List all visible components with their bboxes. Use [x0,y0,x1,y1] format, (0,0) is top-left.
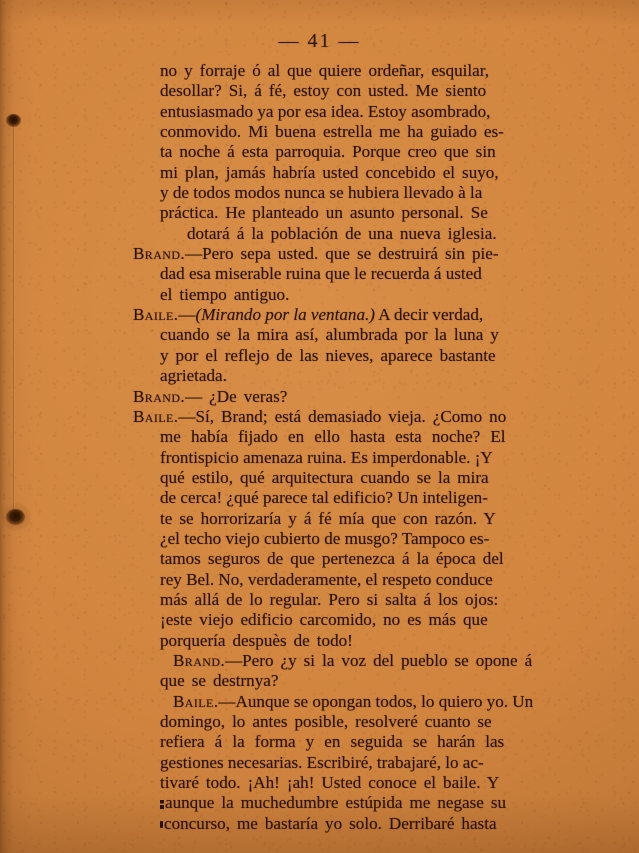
line-text: Aunque se opongan todos, lo quiero yo. Un [235,691,534,711]
line-text: ¡este viejo edificio carcomido, no es más que [160,610,488,630]
line-text: me había fijado en ello hasta esta noche? El [160,427,506,447]
line-text: más allá de lo regular. Pero si salta á los ojos: [160,589,499,609]
line-text: tivaré todo. ¡Ah! ¡ah! Usted conoce el baile. Y [160,773,500,793]
line-text: Pero ¿y si la voz del pueblo se opone á [242,650,533,670]
binding-stitching [0,0,40,853]
line-text-continued: muchedumbre estúpida me negase su [240,793,507,813]
speaker-name: Baile. [133,406,179,426]
dialogue-line [133,793,533,813]
ink-smudge-mark [160,800,164,809]
line-text: A decir verdad, [374,305,484,325]
line-text: domingo, lo antes posible, resolveré cuanto se [160,712,492,731]
dialogue-line [133,366,533,386]
line-text: el tiempo antiguo. [160,284,290,304]
speaker-dash: — [178,305,196,325]
speaker-dash: — [178,406,196,426]
line-text: y de todos modos nunca se hubiera llevado à la [160,183,483,203]
line-text: que se destrnya? [160,671,279,691]
dialogue-line [133,488,533,508]
dialogue-line [133,346,533,366]
line-text: mi plan, jamás habría usted concebido el suyo, [160,162,499,182]
dialogue-line [133,712,533,732]
line-text: y por el reflejo de las nieves, aparece bastante [160,345,496,365]
dialogue-line-speaker [133,387,533,407]
dialogue-line [133,427,533,447]
body-text-block [133,61,533,834]
dialogue-line [133,468,533,488]
dialogue-line [133,671,533,691]
line-text: te se horrorizaría y á fé mía que con razón. Y [160,508,496,528]
dialogue-line [133,142,533,162]
speaker-name: Brand. [133,386,186,406]
dialogue-line [133,203,533,223]
dialogue-line [133,448,533,468]
stitch-hole-bottom [6,509,25,525]
dialogue-line [133,122,533,142]
stitch-hole-top [6,114,21,127]
line-text: rey Bel. No, verdaderamente, el respeto conduce [160,569,493,589]
line-text: Pero sepa usted. que se destruirá sin pie- [202,244,499,264]
dialogue-line [133,224,533,244]
dialogue-line [133,163,533,183]
dialogue-line [133,590,533,610]
line-text: agrietada. [160,366,227,386]
dialogue-line [133,732,533,752]
line-text: ¿el techo viejo cubierto de musgo? Tampoco es- [160,528,490,548]
line-text: ta noche á esta parroquia. Porque creo que sin [160,142,496,162]
dialogue-line [133,509,533,529]
line-text: aunque la [165,793,241,813]
dialogue-line [133,610,533,630]
dialogue-line-speaker [133,407,533,427]
line-text: ¿De veras? [202,386,288,406]
dialogue-line [133,570,533,590]
speaker-dash: — [185,244,203,264]
dialogue-line [133,529,533,549]
speaker-dash: — [225,650,243,670]
line-text: refiera á la forma y en seguida se harán las [160,732,505,752]
dialogue-line-speaker [133,305,533,325]
line-text: no y forraje ó al que quiere ordeñar, esquilar, [160,61,490,80]
dialogue-line-speaker [133,692,533,712]
line-text: dad esa miserable ruina que le recuerda á usted [160,264,482,284]
line-text: práctica. He planteado un asunto personal. Se [160,203,488,223]
dialogue-line-speaker [133,244,533,264]
dialogue-line [133,325,533,345]
dialogue-line [133,81,533,101]
ink-tick-mark [160,821,163,828]
line-text: desollar? Si, á fé, estoy con usted. Me siento [160,81,487,101]
line-text: gestiones necesarias. Escribiré, trabajaré, lo ac- [160,752,484,772]
line-text: conmovido. Mi buena estrella me ha guiado es- [160,122,504,142]
dialogue-line [133,753,533,773]
line-text: qué estilo, qué arquitectura cuando se la mira [160,467,489,487]
dialogue-line-speaker [133,651,533,671]
speaker-dash: — [185,386,203,406]
line-text: tamos seguros de que pertenezca á la época del [160,549,504,569]
dialogue-line [133,183,533,203]
dialogue-line [133,102,533,122]
dialogue-line [133,773,533,793]
line-text: entusiasmado ya por esa idea. Estoy asombrado, [160,101,491,121]
line-text: frontispicio amenaza ruina. Es imperdonable. ¡Y [160,447,493,467]
speaker-name: Baile. [133,305,179,325]
line-text: dotará á la población de una nueva iglesia. [187,223,497,243]
line-text: cuando se la mira así, alumbrada por la luna y [160,325,499,345]
dialogue-line [133,264,533,284]
line-text: porquería despuès de todo! [160,630,353,650]
speaker-name: Baile. [173,691,219,711]
speaker-name: Brand. [173,650,226,670]
stage-direction: (Mirando por la ventana.) [195,305,375,325]
speaker-dash: — [218,691,236,711]
line-text: de cerca! ¿qué parece tal edificio? Un inteligen- [160,488,488,508]
dialogue-line [133,814,533,834]
line-text-continued: concurso, me bastaría yo solo. Derribaré hasta [164,813,497,833]
dialogue-line [133,61,533,81]
dialogue-line [133,631,533,651]
speaker-name: Brand. [133,244,186,264]
dialogue-line [133,549,533,569]
binding-thread [13,124,15,516]
line-text: Sí, Brand; está demasiado vieja. ¿Como no [195,406,507,426]
page-folio-number: — 41 — [278,30,361,52]
dialogue-line [133,285,533,305]
